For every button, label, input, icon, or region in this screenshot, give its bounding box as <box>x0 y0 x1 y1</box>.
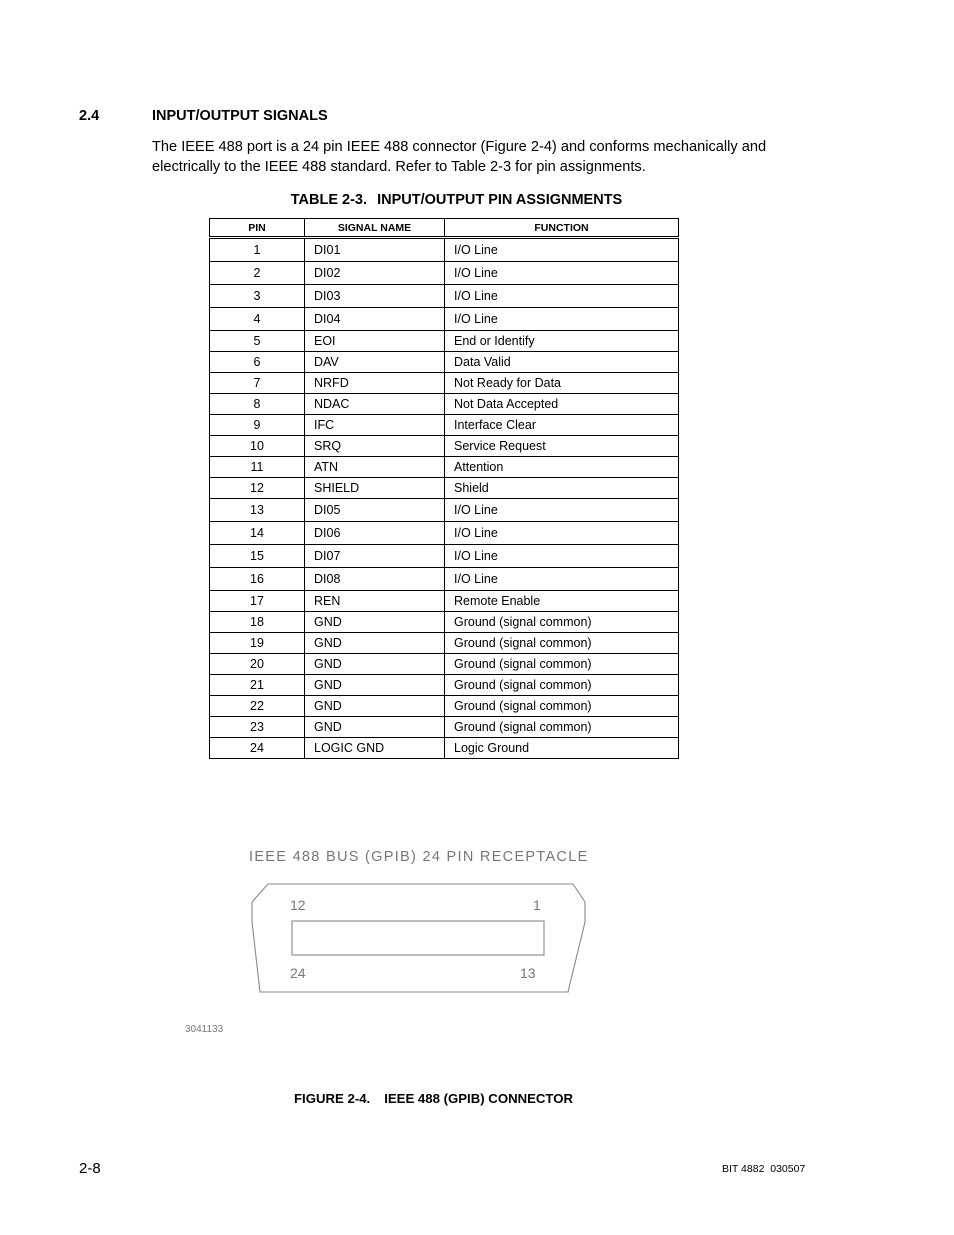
signal-name-cell: DI05 <box>305 499 445 522</box>
intro-paragraph: The IEEE 488 port is a 24 pin IEEE 488 connector (Figure 2-4) and conforms mechanically and electrically to the IEEE 488 standard. Refer to Table 2-3 for pin assignments. <box>152 139 767 175</box>
pin-number-cell: 23 <box>210 717 305 738</box>
table-row <box>210 436 679 457</box>
pin-number-cell: 12 <box>210 478 305 499</box>
table-row <box>210 499 679 522</box>
function-cell: I/O Line <box>445 522 679 545</box>
function-cell: I/O Line <box>445 308 679 331</box>
signal-name-cell: EOI <box>305 331 445 352</box>
table-row <box>210 522 679 545</box>
pin-number-cell: 21 <box>210 675 305 696</box>
function-cell: I/O Line <box>445 238 679 262</box>
table-row <box>210 352 679 373</box>
pin-number-cell: 16 <box>210 568 305 591</box>
function-cell: I/O Line <box>445 545 679 568</box>
table-row <box>210 568 679 591</box>
table-body <box>210 238 679 759</box>
function-cell: I/O Line <box>445 262 679 285</box>
section-title: INPUT/OUTPUT SIGNALS <box>152 108 328 124</box>
figure-caption-number: FIGURE 2-4. <box>294 1091 371 1106</box>
signal-name-cell: ATN <box>305 457 445 478</box>
pin-number-cell: 15 <box>210 545 305 568</box>
pin-number-cell: 6 <box>210 352 305 373</box>
header-pin: PIN <box>210 219 305 238</box>
table-row <box>210 238 679 262</box>
figure-caption-title: IEEE 488 (GPIB) CONNECTOR <box>384 1091 574 1106</box>
pin-label-24: 24 <box>290 965 306 981</box>
pin-number-cell: 13 <box>210 499 305 522</box>
signal-name-cell: GND <box>305 675 445 696</box>
pin-number-cell: 4 <box>210 308 305 331</box>
pin-number-cell: 18 <box>210 612 305 633</box>
signal-name-cell: GND <box>305 654 445 675</box>
function-cell: I/O Line <box>445 285 679 308</box>
page-number: 2-8 <box>79 1160 101 1177</box>
table-row <box>210 591 679 612</box>
function-cell: I/O Line <box>445 568 679 591</box>
table-row <box>210 738 679 759</box>
function-cell: Interface Clear <box>445 415 679 436</box>
function-cell: Shield <box>445 478 679 499</box>
signal-name-cell: NDAC <box>305 394 445 415</box>
section-number: 2.4 <box>79 108 100 124</box>
pin-assignment-table <box>209 218 679 759</box>
function-cell: Ground (signal common) <box>445 675 679 696</box>
table-row <box>210 262 679 285</box>
pin-label-12: 12 <box>290 897 306 913</box>
pin-number-cell: 1 <box>210 238 305 262</box>
function-cell: Ground (signal common) <box>445 696 679 717</box>
pin-number-cell: 17 <box>210 591 305 612</box>
table-row <box>210 633 679 654</box>
table-row <box>210 457 679 478</box>
signal-name-cell: DI06 <box>305 522 445 545</box>
table-row <box>210 612 679 633</box>
pin-number-cell: 2 <box>210 262 305 285</box>
pin-number-cell: 19 <box>210 633 305 654</box>
function-cell: Service Request <box>445 436 679 457</box>
table-caption-title: INPUT/OUTPUT PIN ASSIGNMENTS <box>377 192 623 208</box>
table-row <box>210 331 679 352</box>
drawing-number: 3041133 <box>185 1024 224 1035</box>
pin-number-cell: 22 <box>210 696 305 717</box>
table-row <box>210 654 679 675</box>
function-cell: Ground (signal common) <box>445 612 679 633</box>
function-cell: I/O Line <box>445 499 679 522</box>
signal-name-cell: DI02 <box>305 262 445 285</box>
table-row <box>210 478 679 499</box>
table-row <box>210 696 679 717</box>
diagram-title: IEEE 488 BUS (GPIB) 24 PIN RECEPTACLE <box>249 849 589 865</box>
signal-name-cell: REN <box>305 591 445 612</box>
signal-name-cell: DI01 <box>305 238 445 262</box>
signal-name-cell: DAV <box>305 352 445 373</box>
pin-number-cell: 5 <box>210 331 305 352</box>
signal-name-cell: SHIELD <box>305 478 445 499</box>
signal-name-cell: GND <box>305 633 445 654</box>
table-header-row <box>210 219 679 238</box>
table-row <box>210 308 679 331</box>
signal-name-cell: GND <box>305 717 445 738</box>
connector-figure <box>180 838 600 1038</box>
function-cell: End or Identify <box>445 331 679 352</box>
signal-name-cell: IFC <box>305 415 445 436</box>
function-cell: Ground (signal common) <box>445 654 679 675</box>
table-row <box>210 285 679 308</box>
table-caption-number: TABLE 2-3. <box>290 192 368 208</box>
signal-name-cell: DI08 <box>305 568 445 591</box>
table-row <box>210 675 679 696</box>
function-cell: Ground (signal common) <box>445 633 679 654</box>
table-row <box>210 717 679 738</box>
function-cell: Attention <box>445 457 679 478</box>
pin-number-cell: 9 <box>210 415 305 436</box>
function-cell: Ground (signal common) <box>445 717 679 738</box>
pin-label-1: 1 <box>533 897 541 913</box>
signal-name-cell: DI04 <box>305 308 445 331</box>
document-id: BIT 4882 030507 <box>722 1163 806 1175</box>
function-cell: Remote Enable <box>445 591 679 612</box>
pin-number-cell: 24 <box>210 738 305 759</box>
signal-name-cell: DI03 <box>305 285 445 308</box>
header-signal-name: SIGNAL NAME <box>305 219 445 238</box>
pin-label-13: 13 <box>520 965 536 981</box>
table-caption <box>209 192 704 208</box>
signal-name-cell: NRFD <box>305 373 445 394</box>
pin-number-cell: 7 <box>210 373 305 394</box>
pin-number-cell: 11 <box>210 457 305 478</box>
table-row <box>210 394 679 415</box>
table-row <box>210 373 679 394</box>
signal-name-cell: GND <box>305 612 445 633</box>
connector-contact-slot <box>292 921 544 955</box>
signal-name-cell: SRQ <box>305 436 445 457</box>
function-cell: Data Valid <box>445 352 679 373</box>
signal-name-cell: LOGIC GND <box>305 738 445 759</box>
signal-name-cell: GND <box>305 696 445 717</box>
function-cell: Not Ready for Data <box>445 373 679 394</box>
pin-number-cell: 14 <box>210 522 305 545</box>
pin-number-cell: 8 <box>210 394 305 415</box>
function-cell: Logic Ground <box>445 738 679 759</box>
function-cell: Not Data Accepted <box>445 394 679 415</box>
pin-number-cell: 20 <box>210 654 305 675</box>
connector-diagram <box>180 838 600 1038</box>
table-row <box>210 545 679 568</box>
pin-number-cell: 10 <box>210 436 305 457</box>
figure-caption <box>294 1091 573 1106</box>
signal-name-cell: DI07 <box>305 545 445 568</box>
header-function: FUNCTION <box>445 219 679 238</box>
pin-number-cell: 3 <box>210 285 305 308</box>
table-row <box>210 415 679 436</box>
